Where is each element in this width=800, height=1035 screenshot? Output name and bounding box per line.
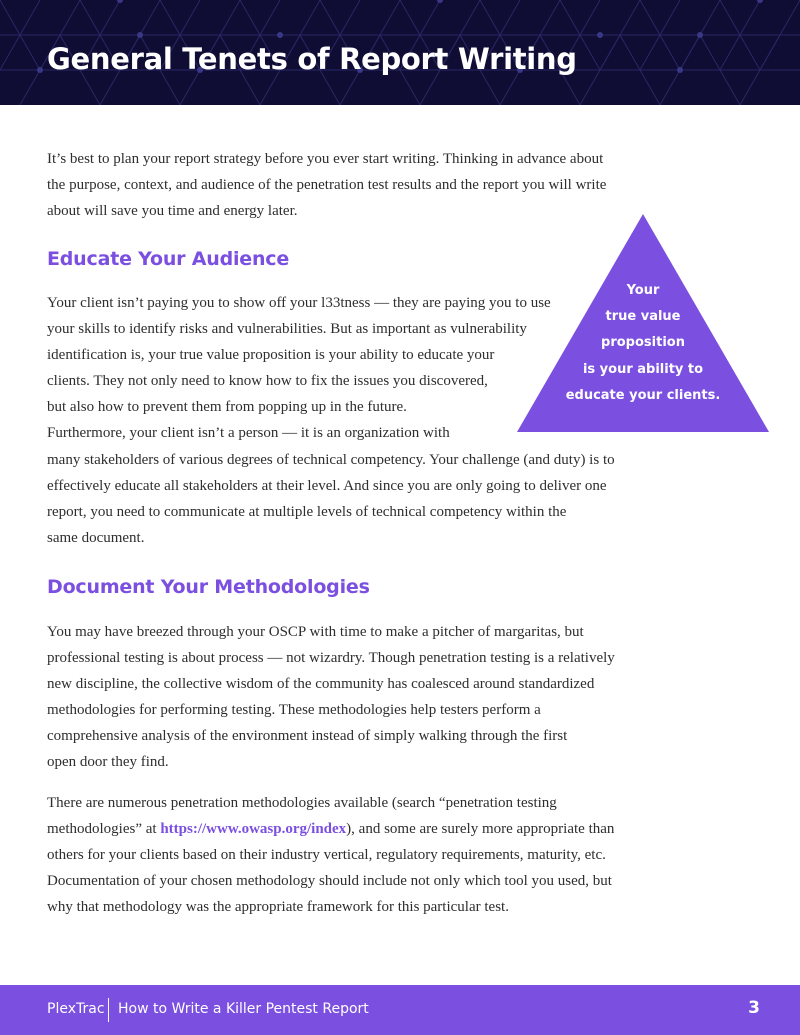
educate-line: your skills to identify risks and vulnerabilities. But as important as vulnerability [47,321,527,338]
methodologies-line: comprehensive analysis of the environment instead of simply walking through the first [47,728,568,745]
page-header [0,0,800,105]
section-heading-educate: Educate Your Audience [47,248,290,270]
page-footer [0,985,800,1035]
methodologies-line: Documentation of your chosen methodology should include not only which tool you used, but [47,873,612,890]
link-suffix-text: ), and some are surely more appropriate than [346,821,615,838]
educate-line: same document. [47,529,145,546]
methodologies-line: others for your clients based on their industry vertical, regulatory requirements, maturity, etc. [47,847,606,864]
methodologies-line: open door they find. [47,754,169,771]
intro-line: about will save you time and energy later. [47,203,298,220]
callout-line: proposition [601,335,685,351]
intro-line: the purpose, context, and audience of the penetration test results and the report you will write [47,177,607,194]
educate-line: many stakeholders of various degrees of technical competency. Your challenge (and duty) is to [47,451,615,468]
educate-line: Your client isn’t paying you to show off your l33tness — they are paying you to use [47,295,551,311]
methodologies-line: new discipline, the collective wisdom of the community has coalesced around standardized [47,676,595,693]
educate-line: report, you need to communicate at multiple levels of technical competency within the [47,503,567,520]
methodologies-line: You may have breezed through your OSCP with time to make a pitcher of margaritas, but [47,624,584,640]
owasp-link[interactable]: https://www.owasp.org/index [160,821,347,838]
footer-document-title: How to Write a Killer Pentest Report [118,1001,369,1017]
section-heading-methodologies: Document Your Methodologies [47,576,370,598]
educate-line: identification is, your true value proposition is your ability to educate your [47,347,495,364]
methodologies-paragraph-2 [47,790,614,920]
methodologies-line: methodologies for performing testing. These methodologies help testers perform a [47,702,541,719]
educate-line: but also how to prevent them from popping up in the future. [47,399,407,416]
footer-brand: PlexTrac [47,1001,105,1017]
educate-line: effectively educate all stakeholders at their level. And since you are only going to deliver one [47,477,607,494]
link-prefix-text: methodologies” at [47,821,161,838]
callout-line: educate your clients. [565,387,721,403]
methodologies-paragraph-1 [47,619,615,776]
callout-text [517,278,769,409]
callout-line: Your [626,283,660,298]
methodologies-line-with-link [47,816,614,842]
intro-paragraph [47,146,606,224]
callout-line: true value [605,309,681,325]
educate-line: Furthermore, your client isn’t a person — it is an organization with [47,425,450,442]
callout-line: is your ability to [582,361,704,377]
intro-line: It’s best to plan your report strategy before you ever start writing. Thinking in advance about [47,151,604,167]
methodologies-line: why that methodology was the appropriate framework for this particular test. [47,899,509,916]
callout-triangle [517,214,769,432]
page-title: General Tenets of Report Writing [47,42,577,76]
page-number: 3 [748,998,760,1018]
methodologies-line: There are numerous penetration methodologies available (search “penetration testing [47,795,557,811]
educate-line: clients. They not only need to know how to fix the issues you discovered, [47,373,488,390]
footer-divider [108,998,109,1022]
methodologies-line: professional testing is about process — not wizardry. Though penetration testing is a relatively [47,650,615,667]
